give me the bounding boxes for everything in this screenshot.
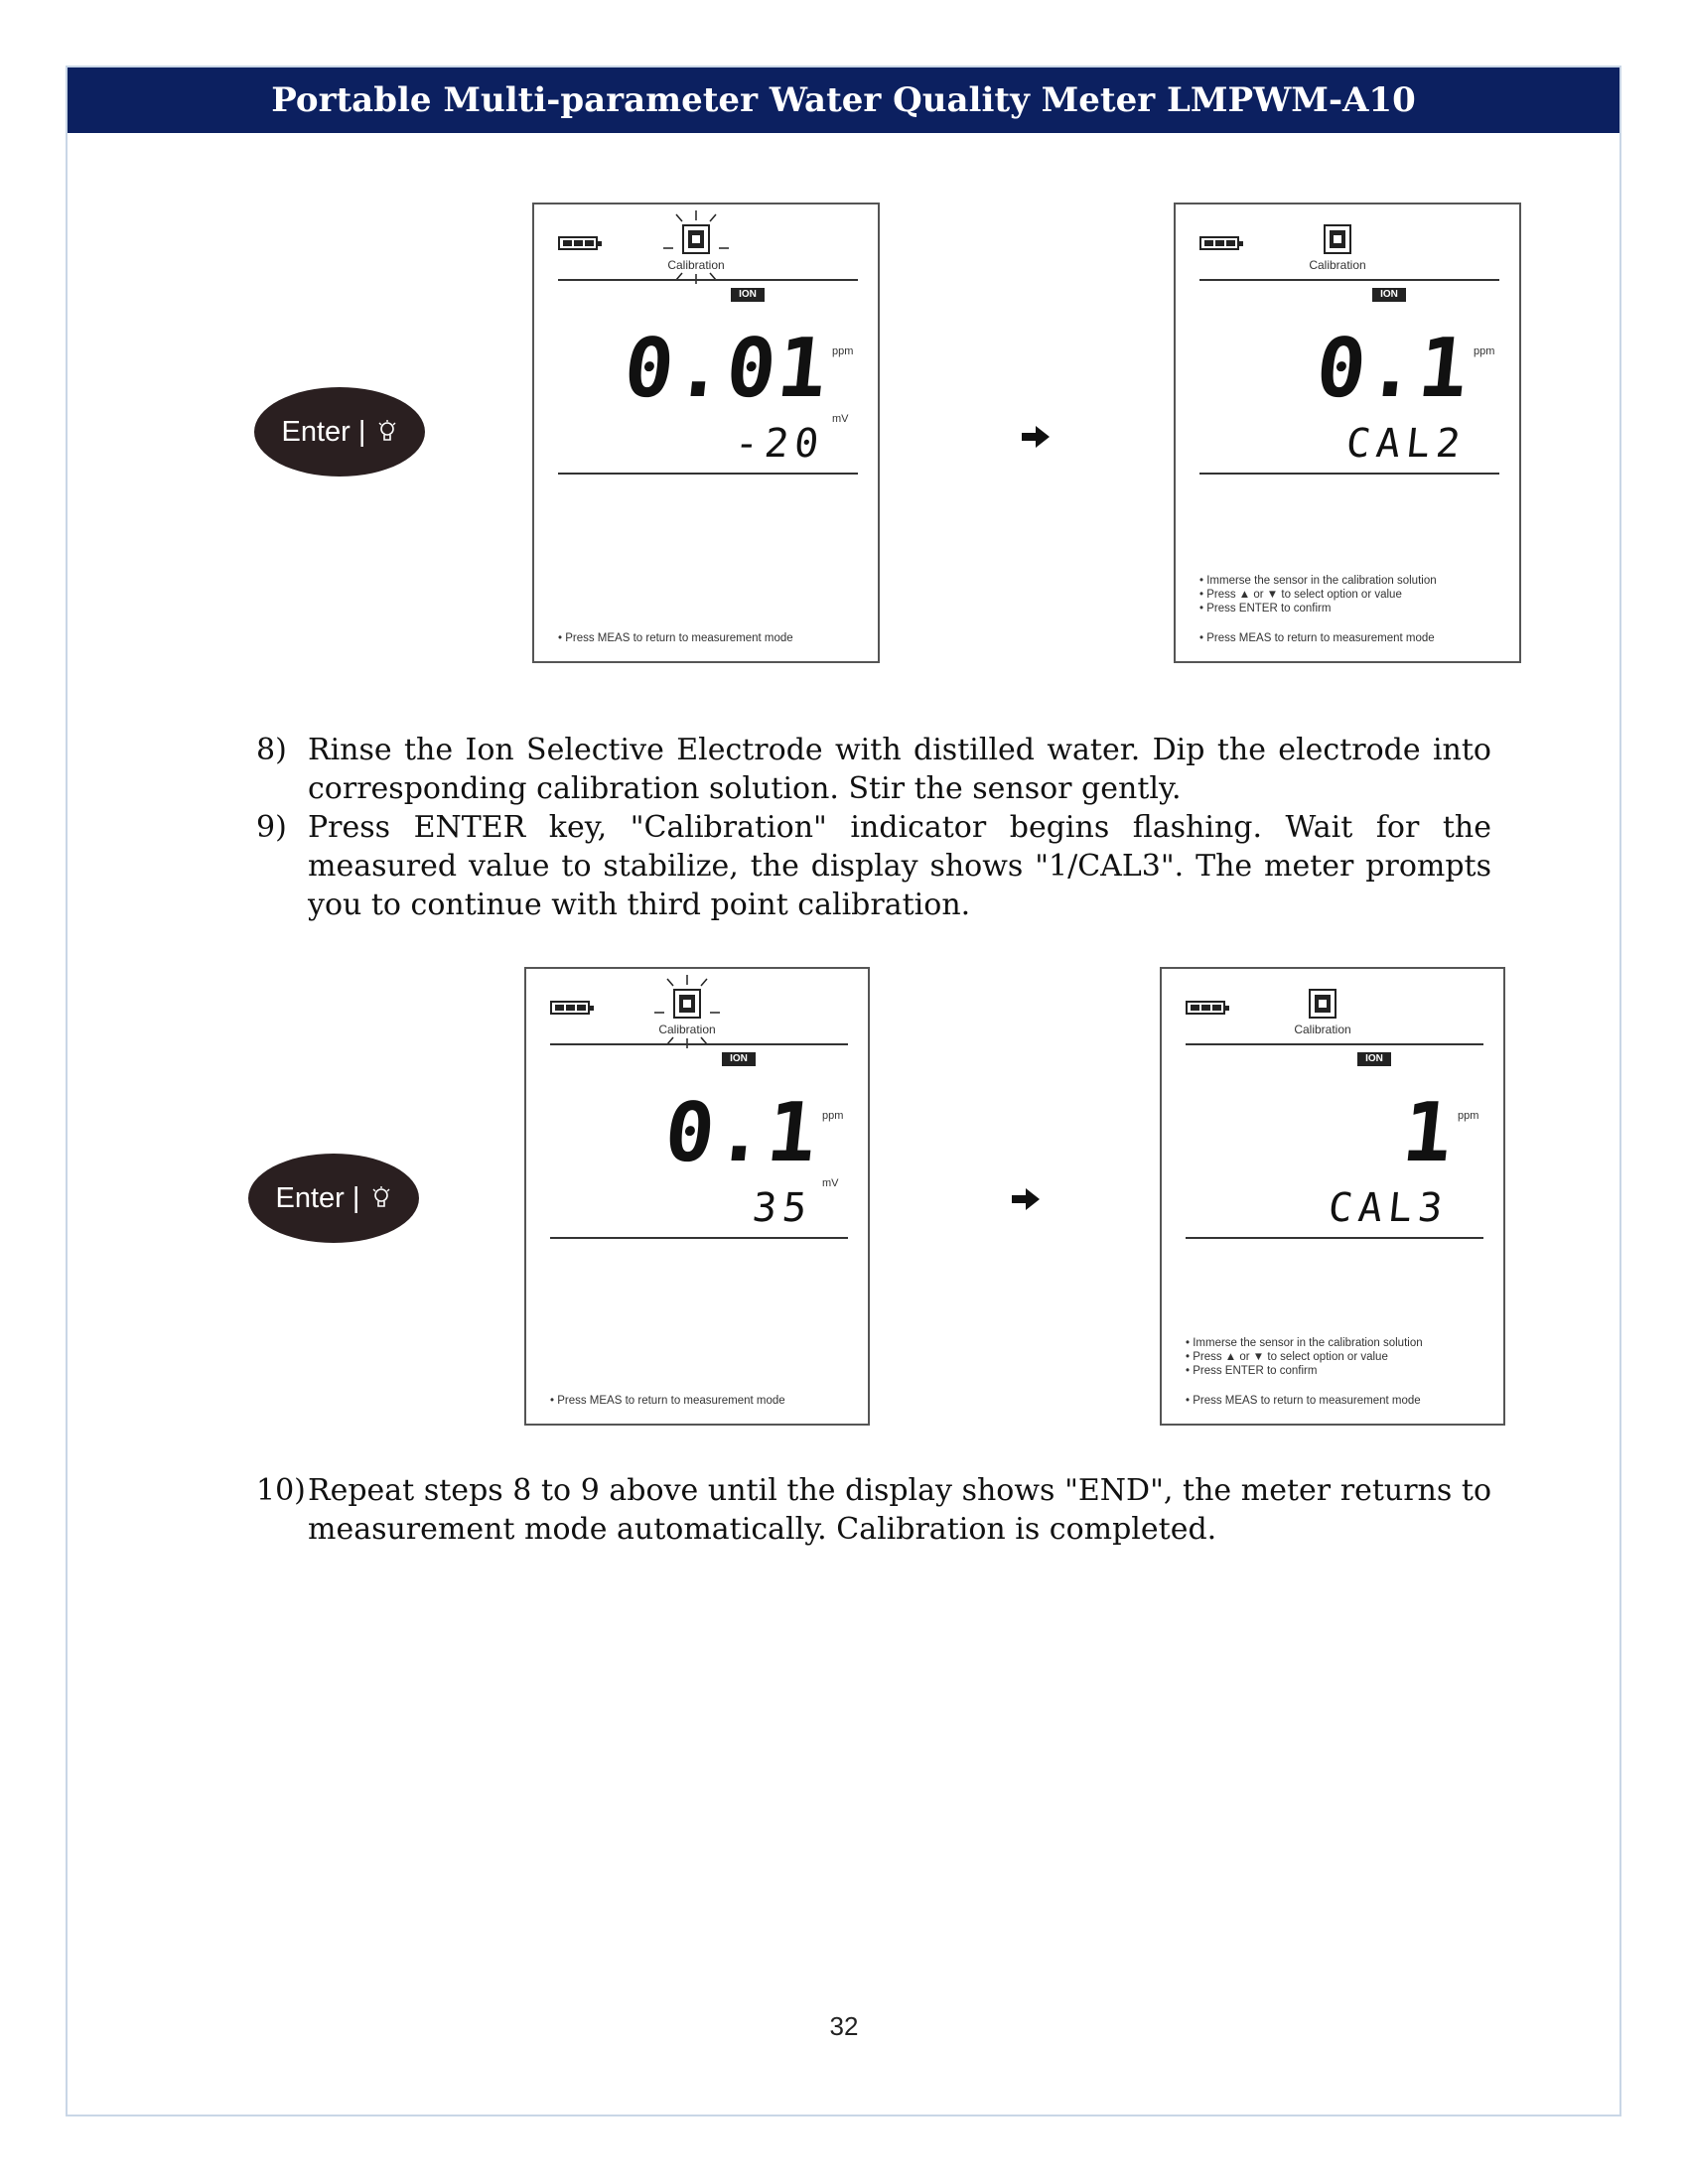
main-unit: ppm — [832, 345, 854, 357]
sub-unit: mV — [832, 413, 849, 425]
enter-key-button — [248, 1154, 419, 1243]
hint-line: • Immerse the sensor in the calibration solution — [1186, 1337, 1423, 1349]
main-value: 0.01 — [619, 322, 833, 416]
enter-key-button — [254, 387, 425, 477]
step-number: 10) — [256, 1473, 306, 1508]
hint-line: • Press ENTER to confirm — [1199, 603, 1332, 614]
battery-icon — [550, 1001, 590, 1015]
ion-badge: ION — [1372, 288, 1406, 302]
lcd-divider-bottom — [1186, 1237, 1483, 1239]
hint-line: • Press ▲ or ▼ to select option or value — [1186, 1351, 1388, 1363]
calibration-icon — [673, 989, 701, 1019]
main-unit: ppm — [1474, 345, 1495, 357]
lcd-display-1 — [532, 203, 880, 663]
instruction-list — [256, 731, 1491, 924]
sub-value: 35 — [750, 1185, 815, 1231]
sub-unit: mV — [822, 1177, 839, 1189]
right-arrow-icon — [1011, 1187, 1041, 1211]
lcd-display-2 — [1174, 203, 1521, 663]
battery-icon — [558, 236, 598, 250]
step-number: 9) — [256, 810, 287, 845]
footer-hint: • Press MEAS to return to measurement mode — [558, 632, 793, 644]
calibration-icon — [1324, 224, 1351, 254]
ion-badge: ION — [722, 1052, 756, 1066]
instruction-step — [256, 1471, 1491, 1549]
instruction-step — [256, 731, 1491, 808]
calibration-label: Calibration — [1294, 1023, 1351, 1036]
lcd-display-4 — [1160, 967, 1505, 1426]
page-header: Portable Multi-parameter Water Quality Meter LMPWM-A10 — [68, 68, 1619, 133]
step-text: Press ENTER key, "Calibration" indicator begins flashing. Wait for the measured value to stabilize, the display shows "1/CAL3". The meter prompts you to continue with third point calibration. — [308, 810, 1491, 922]
calibration-label: Calibration — [658, 1023, 716, 1036]
main-unit: ppm — [1458, 1110, 1479, 1122]
lcd-divider-bottom — [1199, 473, 1499, 475]
lcd-divider-top — [558, 279, 858, 281]
lcd-display-3 — [524, 967, 870, 1426]
enter-key-label: Enter | — [275, 1182, 360, 1214]
main-unit: ppm — [822, 1110, 844, 1122]
hint-line: • Immerse the sensor in the calibration solution — [1199, 575, 1437, 587]
sub-value: -20 — [732, 421, 827, 467]
lcd-divider-bottom — [558, 473, 858, 475]
lcd-divider-top — [1199, 279, 1499, 281]
calibration-label: Calibration — [667, 258, 725, 272]
battery-icon — [1199, 236, 1239, 250]
right-arrow-icon — [1021, 425, 1051, 449]
enter-key-label: Enter | — [281, 416, 366, 448]
lightbulb-icon — [371, 1185, 391, 1211]
hint-line: • Press ENTER to confirm — [1186, 1365, 1318, 1377]
page-number: 32 — [829, 2011, 859, 2041]
lcd-divider-top — [550, 1043, 848, 1045]
calibration-icon — [1309, 989, 1336, 1019]
main-value: 1 — [1397, 1086, 1459, 1180]
ion-badge: ION — [731, 288, 765, 302]
lcd-divider-top — [1186, 1043, 1483, 1045]
lightbulb-icon — [377, 419, 397, 445]
step-text: Rinse the Ion Selective Electrode with distilled water. Dip the electrode into corresponding calibration solution. Stir the sensor gently. — [308, 733, 1491, 806]
step-number: 8) — [256, 733, 287, 767]
lcd-divider-bottom — [550, 1237, 848, 1239]
sub-value: CAL3 — [1326, 1185, 1451, 1231]
battery-icon — [1186, 1001, 1225, 1015]
step-text: Repeat steps 8 to 9 above until the display shows "END", the meter returns to measurement mode automatically. Calibration is completed. — [308, 1473, 1491, 1547]
footer-hint: • Press MEAS to return to measurement mode — [550, 1395, 785, 1407]
sub-value: CAL2 — [1343, 421, 1469, 467]
main-value: 0.1 — [1311, 322, 1475, 416]
hint-line: • Press ▲ or ▼ to select option or value — [1199, 589, 1402, 601]
instruction-step — [256, 808, 1491, 924]
footer-hint: • Press MEAS to return to measurement mode — [1199, 632, 1435, 644]
ion-badge: ION — [1357, 1052, 1391, 1066]
main-value: 0.1 — [659, 1086, 823, 1180]
calibration-icon — [682, 224, 710, 254]
calibration-label: Calibration — [1309, 258, 1366, 272]
instruction-list — [256, 1471, 1491, 1549]
footer-hint: • Press MEAS to return to measurement mode — [1186, 1395, 1421, 1407]
